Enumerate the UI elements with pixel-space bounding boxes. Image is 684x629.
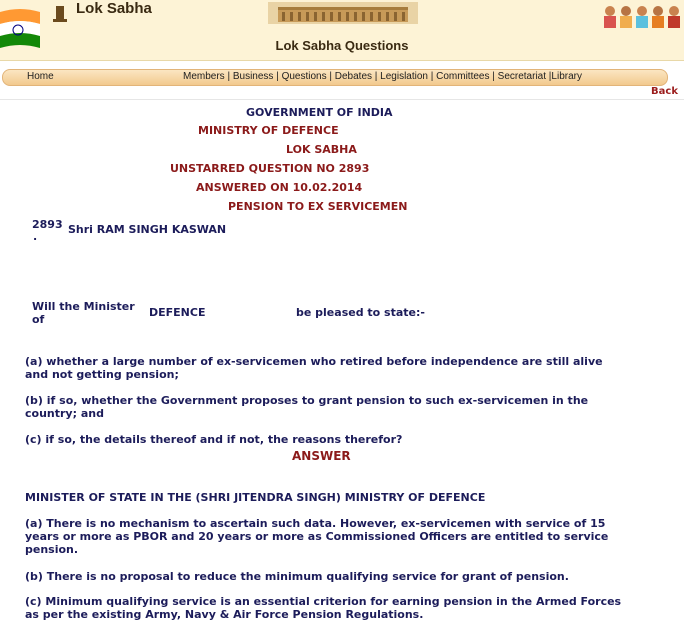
main-navbar [2, 69, 668, 86]
nav-questions[interactable]: Questions [281, 71, 327, 82]
emblem-icon [50, 4, 70, 24]
question-number: UNSTARRED QUESTION NO 2893 [170, 162, 370, 175]
answered-date: ANSWERED ON 10.02.2014 [196, 181, 363, 194]
parliament-building-icon [268, 2, 418, 24]
nav-members[interactable]: Members [183, 71, 225, 82]
answer-heading: ANSWER [292, 449, 351, 463]
pleased-to-state: be pleased to state:- [296, 306, 425, 319]
site-header [0, 0, 684, 61]
answer-part-b: (b) There is no proposal to reduce the minimum qualifying service for grant of pension. [25, 570, 569, 583]
nav-committees[interactable]: Committees [436, 71, 490, 82]
nav-secretariat[interactable]: Secretariat [497, 71, 547, 82]
people-image-icon [598, 2, 684, 28]
divider [0, 99, 684, 100]
question-serial: 2893 [32, 218, 63, 231]
minister-label-line2: of [32, 313, 45, 326]
question-part-b: (b) if so, whether the Government proposes to grant pension to such ex-servicemen in the country; and [25, 394, 589, 420]
nav-business[interactable]: Business [232, 71, 274, 82]
nav-home[interactable]: Home [27, 71, 54, 82]
question-subject: PENSION TO EX SERVICEMEN [228, 200, 408, 213]
nav-debates[interactable]: Debates [334, 71, 373, 82]
answering-minister: MINISTER OF STATE IN THE (SHRI JITENDRA SINGH) MINISTRY OF DEFENCE [25, 491, 486, 504]
nav-legislation[interactable]: Legislation [380, 71, 428, 82]
page-subtitle: Lok Sabha Questions [275, 38, 409, 53]
answer-part-a: (a) There is no mechanism to ascertain such data. However, ex-servicemen with service of 15 years or more as PBOR and 20 years or more as Commissioned Officers are entitled to service pension. [25, 517, 609, 556]
minister-department: DEFENCE [149, 306, 206, 319]
question-serial-dot: . [33, 230, 38, 243]
minister-label-line1: Will the Minister [32, 300, 135, 313]
question-part-c: (c) if so, the details thereof and if not, the reasons therefor? [25, 433, 403, 446]
nav-library[interactable]: Library [551, 71, 582, 82]
member-name: Shri RAM SINGH KASWAN [68, 223, 227, 236]
answer-part-c: (c) Minimum qualifying service is an essential criterion for earning pension in the Armed Forces as per the existing Army, Navy & Air Force Pension Regulations. [25, 595, 622, 621]
question-part-a: (a) whether a large number of ex-servicemen who retired before independence are still alive and not getting pension; [25, 355, 603, 381]
back-link[interactable]: Back [651, 86, 678, 97]
government-heading: GOVERNMENT OF INDIA [246, 106, 393, 119]
site-title: Lok Sabha [76, 0, 152, 17]
ministry-heading: MINISTRY OF DEFENCE [198, 124, 339, 137]
house-heading: LOK SABHA [286, 143, 357, 156]
nav-menu: Members | Business | Questions | Debates | Legislation | Committees | Secretariat |Library [183, 71, 582, 82]
